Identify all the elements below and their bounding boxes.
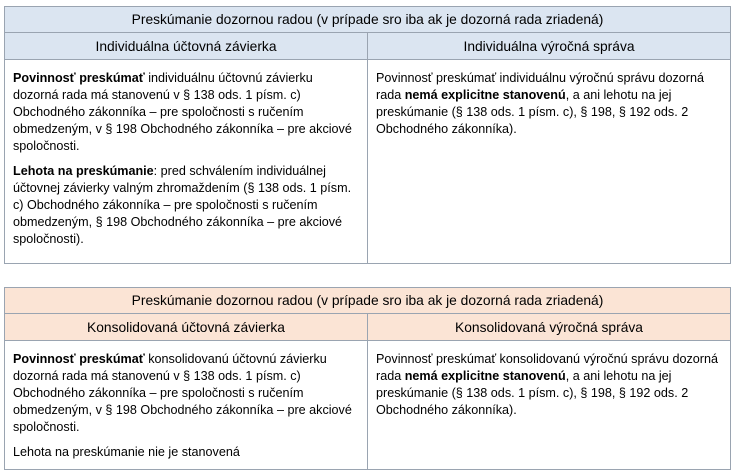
column-header-annual-report: Individuálna výročná správa bbox=[368, 33, 731, 60]
annual-report-text-end: , a ani lehotu na jej preskúmanie (§ 138 ods. 1 písm. c), § 198, § 192 ods. 2 Obchodného zákonníka). bbox=[376, 88, 689, 136]
consolidated-review-table bbox=[4, 287, 731, 470]
column-header-financial-statements: Konsolidovaná účtovná závierka bbox=[5, 314, 368, 341]
annual-report-cell bbox=[368, 60, 731, 264]
annual-report-emphasis: nemá explicitne stanovenú bbox=[404, 369, 566, 383]
table-header: Preskúmanie dozornou radou (v prípade sro iba ak je dozorná rada zriadená) bbox=[5, 7, 731, 33]
column-header-financial-statements: Individuálna účtovná závierka bbox=[5, 33, 368, 60]
review-deadline-text: : pred schválením individuálnej účtovnej závierky valným zhromaždením (§ 138 ods. 1 písm. c) Obchodného zákonníka – pre spoločnosti s ručením obmedzeným, § 198 Obchodného zákonníka – pre akciové spoločnosti). bbox=[13, 164, 352, 246]
review-obligation-paragraph bbox=[13, 70, 359, 155]
review-deadline-label: Lehota na preskúmanie bbox=[13, 164, 154, 178]
review-obligation-label: Povinnosť preskúmať bbox=[13, 71, 145, 85]
review-obligation-text: individuálnu účtovnú závierku dozorná rada má stanovenú v § 138 ods. 1 písm. c) Obchodného zákonníka – pre spoločnosti s ručením obmedzeným, v § 198 Obchodného zákonníka – pre akciové spoločnosti. bbox=[13, 71, 352, 153]
review-obligation-text: konsolidovanú účtovnú závierku dozorná rada má stanovenú v § 138 ods. 1 písm. c) Obchodného zákonníka – pre spoločnosti s ručením obmedzeným, v § 198 Obchodného zákonníka – pre akciové spoločnosti. bbox=[13, 352, 352, 434]
review-deadline-paragraph bbox=[13, 163, 359, 248]
annual-report-text-start: Povinnosť preskúmať konsolidovanú výročnú správu dozorná rada bbox=[376, 352, 718, 383]
review-obligation-label: Povinnosť preskúmať bbox=[13, 352, 145, 366]
annual-report-text-start: Povinnosť preskúmať individuálnu výročnú správu dozorná rada bbox=[376, 71, 704, 102]
annual-report-paragraph bbox=[376, 351, 722, 419]
financial-statements-cell bbox=[5, 60, 368, 264]
annual-report-paragraph bbox=[376, 70, 722, 138]
annual-report-cell bbox=[368, 341, 731, 470]
individual-review-table bbox=[4, 6, 731, 264]
column-header-annual-report: Konsolidovaná výročná správa bbox=[368, 314, 731, 341]
review-obligation-paragraph bbox=[13, 351, 359, 436]
annual-report-text-end: , a ani lehotu na jej preskúmanie (§ 138 ods. 1 písm. c), § 198, § 192 ods. 2 Obchodného zákonníka). bbox=[376, 369, 689, 417]
financial-statements-cell bbox=[5, 341, 368, 470]
review-deadline-paragraph: Lehota na preskúmanie nie je stanovená bbox=[13, 445, 240, 459]
table-header: Preskúmanie dozornou radou (v prípade sro iba ak je dozorná rada zriadená) bbox=[5, 288, 731, 314]
annual-report-emphasis: nemá explicitne stanovenú bbox=[404, 88, 566, 102]
